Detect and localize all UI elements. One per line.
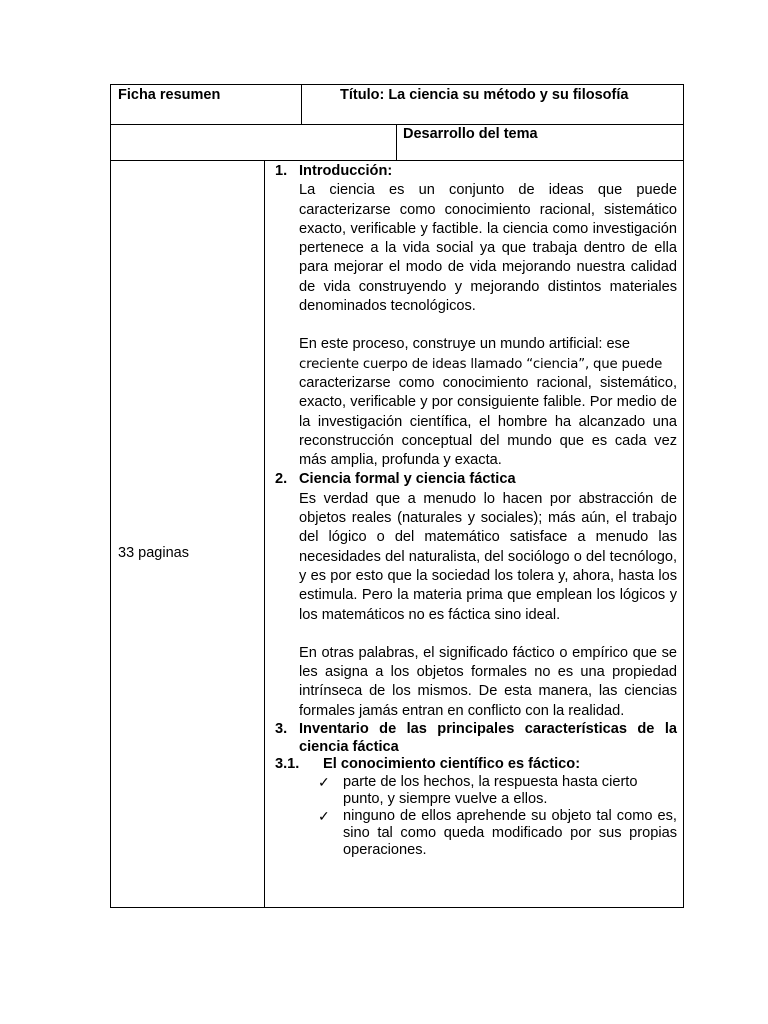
paragraph: En otras palabras, el significado fáctico o empírico que se les asigna a los objetos formales no es una propiedad intrínseca de los mismos. De esta manera, las ciencias formales jamás entran en conflicto con la realidad. [299,644,677,719]
table-divider-subheader [396,124,397,161]
paragraph: Es verdad que a menudo lo hacen por abstracción de objetos reales (naturales y sociales); más aún, el trabajo del lógico o del matemático satisface a menudo las necesidades del naturalista, del sociólogo o del tecnólogo, y es por esto que la sociedad los tolera y, ahora, hasta los estimula. Pero la materia prima que emplean los lógicos y los matemáticos no es fáctica sino ideal. [299,490,677,623]
table-border-row2 [110,160,684,161]
development-label: Desarrollo del tema [403,126,538,142]
text-span: En este proceso, construye un mundo artificial: ese [299,336,630,353]
table-border-right [683,84,684,908]
section-2-body [299,490,677,721]
checklist-item-text: ninguno de ellos aprehende su objeto tal como es, sino tal como queda modificado por sus propias operaciones. [343,807,677,858]
section-2-heading [275,470,677,489]
topic-content [275,162,677,859]
section-title: Inventario de las principales características de la ciencia fáctica [299,721,677,755]
check-icon: ✓ [318,807,330,824]
section-3-heading [275,721,677,756]
section-1-heading [275,162,677,181]
section-title: Introducción: [299,163,393,179]
text-span: caracterizarse como conocimiento racional, sistemático, exacto, verificable y por consiguiente falible. Por medio de la investigación científica, el hombre ha alcanzado una reconstrucción conceptual del mundo que es cada vez más amplia, profunda y exacta. [299,374,677,469]
checklist-item-text: parte de los hechos, la respuesta hasta cierto punto, y siempre vuelve a ellos. [343,773,638,807]
table-divider-body [264,160,265,908]
check-icon: ✓ [318,773,330,790]
section-number: 1. [275,163,288,179]
paragraph [299,335,677,470]
checklist [318,773,677,859]
paragraph: La ciencia es un conjunto de ideas que puede caracterizarse como conocimiento racional, sistemático exacto, verificable y factible. la ciencia como investigación pertenece a la vida social ya que trabaja dentro de ella para mejorar el modo de vida mejorando nuestra calidad de vida construyendo y mejorando distintos materiales denominados tecnológicos. [299,182,677,315]
section-1-body [299,181,677,470]
summary-label: Ficha resumen [118,87,221,103]
checklist-item [318,807,677,859]
table-border-row1 [110,124,684,125]
section-title: El conocimiento científico es fáctico: [323,756,581,773]
table-divider-header [301,84,302,125]
document-title: Título: La ciencia su método y su filosofía [340,87,629,103]
text-span-alt-font: creciente cuerpo de ideas llamado “ciencia”, que puede [299,356,663,372]
page-count: 33 paginas [118,545,189,561]
section-3-1-heading [275,756,677,774]
section-number: 3.1. [275,756,300,773]
table-border-left [110,84,111,908]
section-title: Ciencia formal y ciencia fáctica [299,471,516,488]
table-border-bottom [110,907,684,908]
section-number: 3. [275,721,288,738]
checklist-item [318,773,677,808]
table-border-top [110,84,684,85]
section-number: 2. [275,471,288,488]
